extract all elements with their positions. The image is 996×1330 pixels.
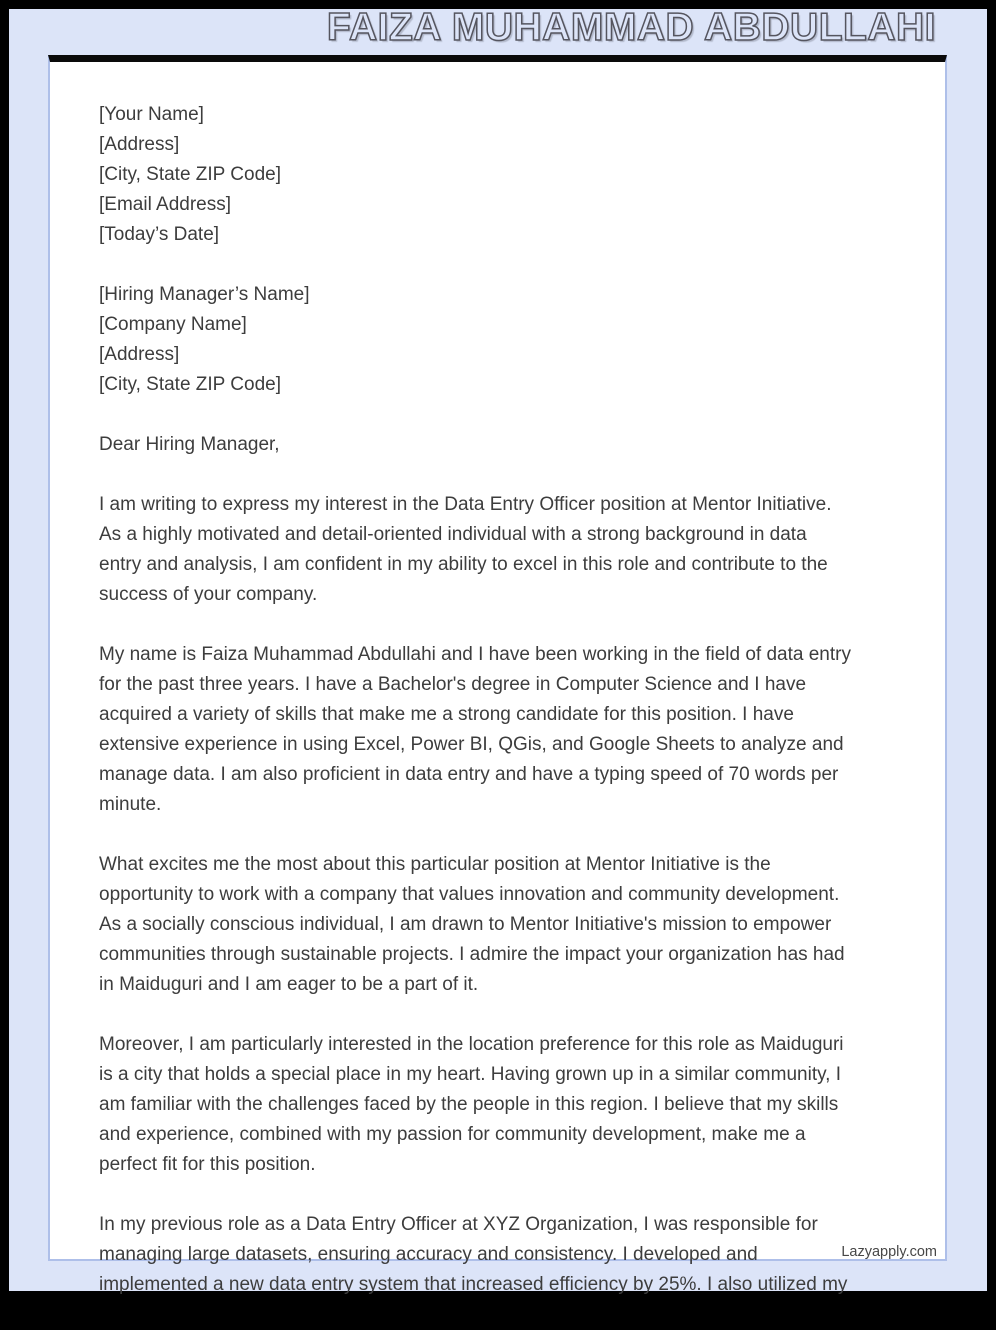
sender-line: [Today’s Date] [99, 224, 220, 245]
recipient-line: [City, State ZIP Code] [99, 374, 281, 395]
paragraph-1 [99, 490, 911, 610]
text-line: Moreover, I am particularly interested in the location preference for this role as Maiduguri [99, 1034, 844, 1055]
text-line: In my previous role as a Data Entry Officer at XYZ Organization, I was responsible for [99, 1214, 818, 1235]
text-line: success of your company. [99, 584, 318, 605]
text-line: for the past three years. I have a Bachelor's degree in Computer Science and I have [99, 674, 807, 695]
text-line: communities through sustainable projects. I admire the impact your organization has had [99, 944, 845, 965]
paragraph-2 [99, 640, 911, 820]
sender-line: [Email Address] [99, 194, 231, 215]
text-line: managing large datasets, ensuring accuracy and consistency. I developed and [99, 1244, 758, 1265]
text-line: My name is Faiza Muhammad Abdullahi and I have been working in the field of data entry [99, 644, 851, 665]
salutation [99, 430, 911, 460]
paragraph-5 [99, 1210, 911, 1300]
text-line: I am writing to express my interest in the Data Entry Officer position at Mentor Initiative. [99, 494, 832, 515]
text-line: manage data. I am also proficient in data entry and have a typing speed of 70 words per [99, 764, 839, 785]
text-line: implemented a new data entry system that increased efficiency by 25%. I also utilized my [99, 1274, 848, 1295]
paragraph-4 [99, 1030, 911, 1180]
sender-line: [Address] [99, 134, 180, 155]
sender-address-block [99, 100, 911, 250]
sender-line: [Your Name] [99, 104, 204, 125]
text-line: perfect fit for this position. [99, 1154, 316, 1175]
text-line: What excites me the most about this particular position at Mentor Initiative is the [99, 854, 771, 875]
recipient-address-block [99, 280, 911, 400]
text-line: extensive experience in using Excel, Power BI, QGis, and Google Sheets to analyze and [99, 734, 844, 755]
lazyapply-watermark: Lazyapply.com [841, 1244, 937, 1260]
salutation-line: Dear Hiring Manager, [99, 434, 280, 455]
text-line: As a highly motivated and detail-oriented individual with a strong background in data [99, 524, 807, 545]
sender-line: [City, State ZIP Code] [99, 164, 281, 185]
recipient-line: [Hiring Manager’s Name] [99, 284, 310, 305]
text-line: entry and analysis, I am confident in my ability to excel in this role and contribute to the [99, 554, 828, 575]
text-line: acquired a variety of skills that make me a strong candidate for this position. I have [99, 704, 794, 725]
text-line: minute. [99, 794, 162, 815]
header-name-title: FAIZA MUHAMMAD ABDULLAHI [326, 6, 936, 49]
text-line: is a city that holds a special place in my heart. Having grown up in a similar community, I [99, 1064, 842, 1085]
text-line: and experience, combined with my passion for community development, make me a [99, 1124, 806, 1145]
letter-content [99, 100, 911, 1330]
paragraph-3 [99, 850, 911, 1000]
recipient-line: [Company Name] [99, 314, 247, 335]
text-line: As a socially conscious individual, I am drawn to Mentor Initiative's mission to empower [99, 914, 832, 935]
text-line: opportunity to work with a company that values innovation and community development. [99, 884, 840, 905]
text-line: in Maiduguri and I am eager to be a part of it. [99, 974, 479, 995]
recipient-line: [Address] [99, 344, 180, 365]
text-line: am familiar with the challenges faced by the people in this region. I believe that my skills [99, 1094, 839, 1115]
